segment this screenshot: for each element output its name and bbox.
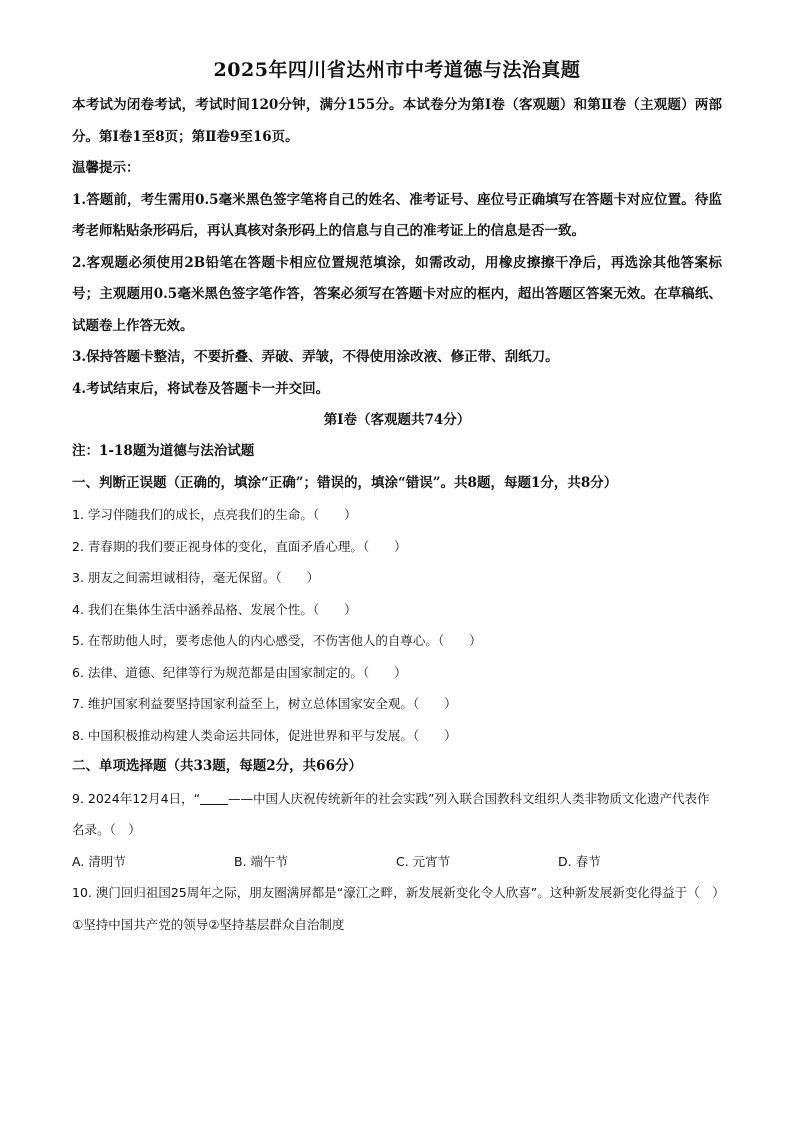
question-item: 8. 中国积极推动构建人类命运共同体，促进世界和平与发展。（ ） bbox=[72, 727, 457, 743]
part2-heading: 二、单项选择题（共33题，每题2分，共66分） bbox=[72, 758, 362, 774]
tip-item: 1.答题前，考生需用0.5毫米黑色签字笔将自己的姓名、准考证号、座位号正确填写在答题卡对应位置。待监考老师粘贴条形码后，再认真核对条形码上的信息与自己的准考证上的信息是否一致。 bbox=[72, 191, 722, 239]
question-item: 5. 在帮助他人时，要考虑他人的内心感受，不伤害他人的自尊心。（ ） bbox=[72, 633, 482, 648]
question-9-before: 9. 2024年12月4日，“ bbox=[72, 790, 201, 806]
question-item: 2. 青春期的我们要正视身体的变化，直面矛盾心理。（ ） bbox=[72, 538, 407, 554]
question-9-options bbox=[72, 846, 722, 878]
exam-page bbox=[72, 56, 725, 940]
option-b: B. 端午节 bbox=[234, 853, 289, 869]
option-d: D. 春节 bbox=[558, 853, 601, 869]
question-9 bbox=[72, 783, 722, 846]
question-item: 4. 我们在集体生活中涵养品格、发展个性。（ ） bbox=[72, 601, 357, 617]
question-10: 10. 澳门回归祖国25周年之际，朋友圈满屏都是“濠江之畔，新发展新变化令人欣喜”。这种新发展新变化得益于（ ） bbox=[72, 885, 725, 900]
tip-item: 4.考试结束后，将试卷及答题卡一并交回。 bbox=[72, 380, 330, 397]
intro-text: 本考试为闭卷考试，考试时间120分钟，满分155分。本试卷分为第Ⅰ卷（客观题）和第Ⅱ卷（主观题）两部分。第Ⅰ卷1至8页；第Ⅱ卷9至16页。 bbox=[72, 97, 722, 145]
tips-heading: 温馨提示： bbox=[72, 160, 140, 176]
question-item: 3. 朋友之间需坦诚相待，毫无保留。（ ） bbox=[72, 570, 320, 585]
section-title: 第Ⅰ卷（客观题共74分） bbox=[323, 412, 471, 428]
question-item: 1. 学习伴随我们的成长，点亮我们的生命。（ ） bbox=[72, 507, 357, 522]
question-9-after: ——中国人庆祝传统新年的社会实践”列入联合国教科文组织人类非物质文化遗产代表作名录。（ ） bbox=[72, 790, 710, 837]
tip-item: 3.保持答题卡整洁，不要折叠、弄破、弄皱，不得使用涂改液、修正带、刮纸刀。 bbox=[72, 349, 559, 365]
question-item: 6. 法律、道德、纪律等行为规范都是由国家制定的。（ ） bbox=[72, 664, 407, 680]
part1-heading: 一、判断正误题（正确的，填涂“正确”；错误的，填涂“错误”。共8题，每题1分，共8分） bbox=[72, 474, 618, 491]
tip-item: 2.客观题必须使用2B铅笔在答题卡相应位置规范填涂，如需改动，用橡皮擦擦干净后，再选涂其他答案标号；主观题用0.5毫米黑色签字笔作答，答案必须写在答题卡对应的框内，超出答题区答案无效。在草稿纸、试题卷上作答无效。 bbox=[72, 254, 722, 334]
option-a: A. 清明节 bbox=[72, 853, 126, 869]
answer-blank bbox=[200, 790, 228, 805]
question-10-statements: ①坚持中国共产党的领导②坚持基层群众自治制度 bbox=[72, 916, 345, 932]
question-item: 7. 维护国家利益要坚持国家利益至上，树立总体国家安全观。（ ） bbox=[72, 696, 457, 711]
page-title: 2025年四川省达州市中考道德与法治真题 bbox=[213, 59, 581, 81]
section-note: 注：1-18题为道德与法治试题 bbox=[72, 443, 255, 459]
option-c: C. 元宵节 bbox=[396, 853, 451, 869]
